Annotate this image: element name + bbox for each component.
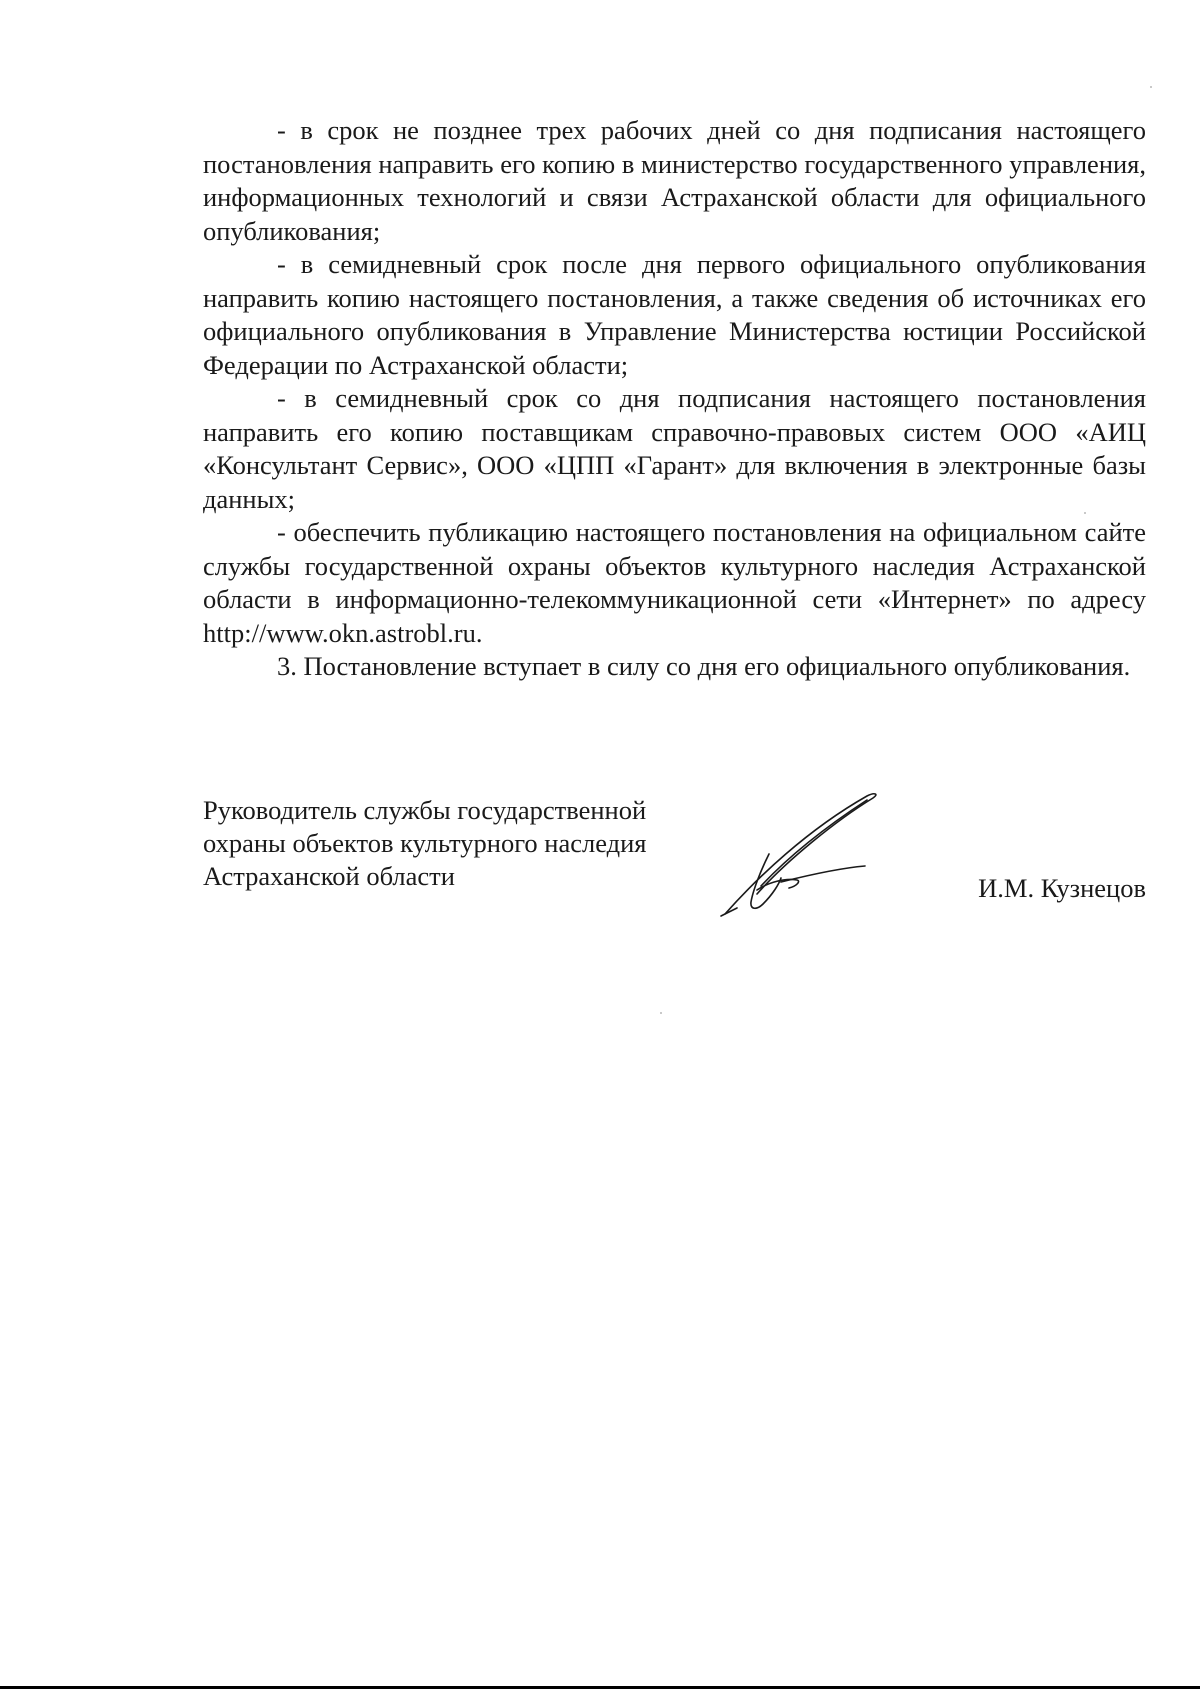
signature-block — [203, 794, 1146, 934]
scan-speck — [660, 1012, 662, 1014]
paragraph-effective-date: 3. Постановление вступает в силу со дня его официального опубликования. — [277, 651, 1131, 681]
page-bottom-edge — [0, 1686, 1200, 1689]
signatory-title-line: Астраханской области — [203, 861, 455, 891]
scan-speck — [1150, 86, 1152, 88]
signatory-title-line: охраны объектов культурного наследия — [203, 828, 647, 858]
paragraph-website-publication: - обеспечить публикацию настоящего постановления на официальном сайте службы государственной охраны объектов культурного наследия Астраханской области в информационно-телекоммуникационной сети «Интернет» по адресу http://www.okn.astrobl.ru. — [203, 517, 1146, 648]
paragraph-legal-systems: - в семидневный срок со дня подписания настоящего постановления направить его копию поставщикам справочно-правовых систем ООО «АИЦ «Консультант Сервис», ООО «ЦПП «Гарант» для включения в электронные базы данных; — [203, 383, 1146, 514]
document-body — [203, 114, 1146, 684]
paragraph-publication-copy: - в срок не позднее трех рабочих дней со дня подписания настоящего постановления направить его копию в министерство государственного управления, информационных технологий и связи Астраханской области для официального опубликования; — [203, 115, 1146, 246]
handwritten-signature — [717, 790, 917, 920]
scan-speck — [1084, 512, 1086, 514]
signatory-title-line: Руководитель службы государственной — [203, 795, 647, 825]
signatory-name: И.М. Кузнецов — [978, 873, 1146, 903]
signatory-title — [203, 794, 646, 893]
paragraph-justice-ministry: - в семидневный срок после дня первого официального опубликования направить копию настоящего постановления, а также сведения об источниках его официального опубликования в Управление Министерства юстиции Российской Федерации по Астраханской области; — [203, 249, 1146, 380]
